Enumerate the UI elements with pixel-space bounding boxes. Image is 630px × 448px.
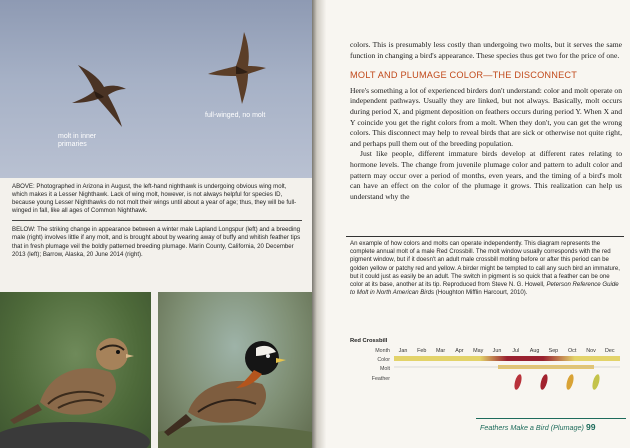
sidebar-divider [346, 236, 624, 237]
book-gutter [312, 0, 326, 448]
row-label-color: Color [377, 357, 390, 363]
row-label-feather: Feather [371, 376, 390, 382]
longspur-breeding-image [158, 292, 312, 448]
label-full-winged: full-winged, no molt [205, 112, 266, 119]
paragraph-1: Here's something a lot of experienced birders don't understand: color and molt operate on independent pathways. Usually they are linked, but not always. Basically, molt occurs during period X, and pigment deposition on feathers occurs during period Y. When X and Y coincide you get the right colors from a molt. When they don't, you can get the wrong colors. This disconnect may help to reveal birds that are sick or otherwise not quite right, and perhaps pull them out of the breeding population. [350, 85, 622, 148]
longspur-winter-photo [0, 292, 151, 448]
sidebar-citation-tail: (Houghton Mifflin Harcourt, 2010). [434, 289, 528, 297]
chart-graphic [394, 356, 620, 396]
intro-paragraph: colors. This is presumably less costly than undergoing two molts, but it serves the same function in changing a bird's appearance. These species thus get two for the price of one. [350, 40, 622, 60]
month-label: Dec [605, 348, 615, 354]
month-label: Nov [586, 348, 596, 354]
row-label-molt: Molt [379, 366, 390, 372]
month-label: Apr [455, 348, 464, 354]
left-page [0, 0, 312, 448]
feather-icon-red [539, 373, 549, 390]
page-number: 99 [586, 422, 596, 432]
month-label: Jun [492, 348, 502, 354]
sidebar-book-title: Peterson Reference Guide to Molt in North American Birds [350, 281, 619, 297]
caption-divider [12, 220, 302, 221]
running-footer: Feathers Make a Bird (Plumage) [480, 423, 584, 432]
month-label: Aug [529, 348, 540, 354]
month-label: Jan [398, 348, 408, 354]
nighthawk-molting-image [60, 55, 140, 135]
footer-rule [476, 418, 626, 419]
sidebar-text: An example of how colors and molts can operate independently. This diagram represents the complete annual molt of a male Red Crossbill. The molt window usually corresponds with the red pigment window, but if it doesn't an adult male crossbill molting before or after this period can be golden yellow or patchy red and yellow. A birder might be tempted to call any such bird an immature, but it could just as easily be an adult. The switch in pigment is so quick that a feather can be one color at its base, another at its tip. Reproduced from Steve N. G. Howell, [350, 240, 620, 289]
feather-icon-mixed [565, 373, 575, 390]
month-label: Jul [512, 348, 520, 354]
label-molt-inner-primaries: molt in inner primaries [58, 133, 97, 148]
month-label: May [473, 348, 484, 354]
feather-icon-yellow [591, 373, 601, 390]
row-label-month: Month [375, 348, 390, 354]
paragraph-2: Just like people, different immature birds develop at different rates relating to hormone levels. The change from juvenile plumage color and pattern to adult color and pattern may occur over a period of months, even years, and the timing of a bird's molt can have an effect on the color of the plumage it grows. This realization can help us understand why the [350, 149, 622, 201]
nighthawk-photo [0, 0, 312, 178]
right-page [326, 0, 630, 448]
month-label: Mar [435, 348, 446, 354]
nighthawk-full-winged-image [200, 26, 270, 106]
caption-below: BELOW: The striking change in appearance between a winter male Lapland Longspur (left) and a breeding male (right) involves little if any molt, and is brought about by wearing away of buffy and whitish feather tips that in fresh plumage veil the boldly patterned breeding plumage. Marin County, California, 20 December 2013 (left); Barrow, Alaska, 20 June 2014 (right). [12, 226, 301, 258]
month-label: Oct [567, 348, 577, 354]
color-bar [394, 356, 620, 361]
sidebar-caption [350, 240, 622, 297]
month-label: Sep [548, 348, 559, 354]
longspur-breeding-photo [158, 292, 312, 448]
caption-above: ABOVE: Photographed in Arizona in August, the left-hand nighthawk is undergoing obvious wing molt, which makes it a Lesser Nighthawk. Lack of wing molt, however, is not always helpful for species ID, because young Lesser Nighthawks do not molt their wings until about a year of age; thus, they will be full-winged in fall, like all ages of Common Nighthawk. [12, 183, 297, 215]
longspur-winter-image [0, 292, 151, 448]
feather-icon-red [513, 373, 523, 390]
crossbill-molt-chart [350, 338, 622, 398]
month-label: Feb [417, 348, 427, 354]
body-text [350, 40, 622, 202]
chart-title: Red Crossbill [350, 338, 388, 344]
left-captions [12, 183, 302, 264]
section-heading: MOLT AND PLUMAGE COLOR—THE DISCONNECT [350, 70, 578, 81]
